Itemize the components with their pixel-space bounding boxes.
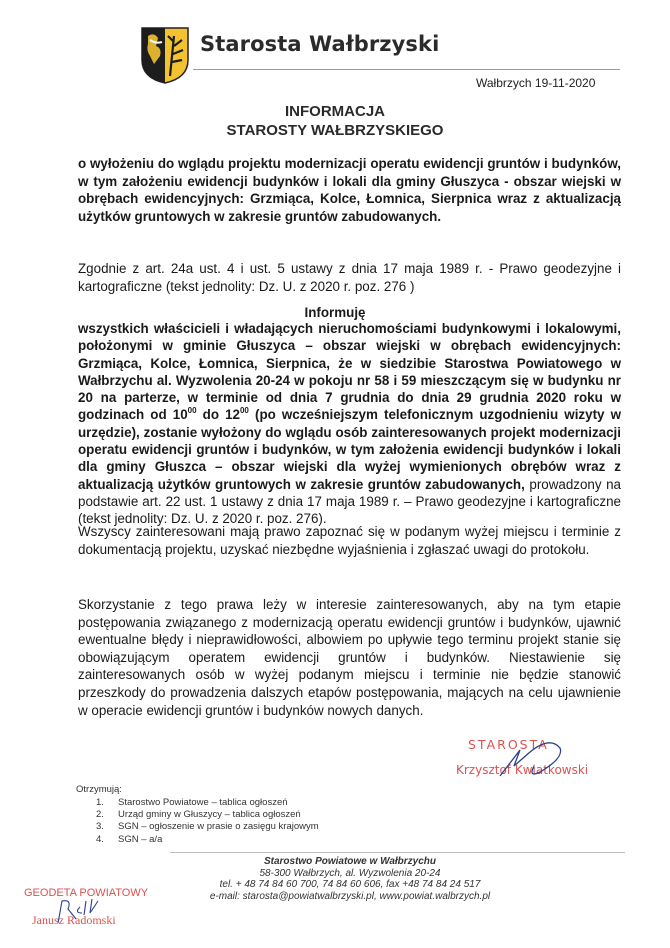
- brand-title: Starosta Wałbrzyski: [200, 32, 440, 56]
- footer-office-name: Starostwo Powiatowe w Wałbrzychu: [263, 856, 437, 867]
- recipient-item: 1. Starostwo Powiatowe – tablica ogłoszeń: [96, 797, 288, 808]
- recipients-list: [96, 797, 319, 846]
- handwritten-signature-icon: [490, 742, 590, 782]
- main-text-part2: do 12: [196, 407, 240, 423]
- footer-contact: [150, 856, 550, 902]
- recipients-label: Otrzymują:: [76, 784, 122, 795]
- main-text-part3: (po wcześniejszym telefonicznym uzgodnieniu wizyty w urzędzie), zostanie wyłożony do wglądu osób zainteresowanych projekt modernizacji operatu ewidencji gruntów i budynków, w tym założenia ewidencji budynków i lokali dla gminy Głuszca – obszar wiejski dla wyżej wymienionych obrębów wraz z aktualizacją użytków gruntowych w zakresie gruntów zabudowanych,: [78, 407, 621, 492]
- rights-paragraph: Wszyscy zainteresowani mają prawo zapoznać się w podanym wyżej miejscu i terminie z dokumentacją projektu, uzyskać niezbędne wyjaśnienia i zgłaszać uwagi do protokołu.: [78, 524, 621, 557]
- time-to-superscript: 00: [239, 406, 249, 416]
- recipient-item: 4. SGN – a/a: [96, 833, 163, 845]
- informuje-heading: Informuję: [304, 305, 366, 320]
- footer-divider: [170, 852, 625, 853]
- main-text-part1: wszystkich właścicieli i władających nieruchomościami budynkowymi i lokalowymi, położonymi w gminie Głuszyca – obszar wiejski w obrębach ewidencyjnych: Grzmiąca, Kolce, Łomnica, Sierpnica, że w siedzibie Starostwa Powiatowego w Wałbrzychu al. Wyzwolenia 20-24 w pokoju nr 58 i 59 mieszczącym się w budynku nr 20 na parterze, w terminie od dnia 7 grudnia do dnia 29 grudnia 2020 roku w godzinach od 10: [78, 321, 621, 423]
- legal-basis-paragraph: Zgodnie z art. 24a ust. 4 i ust. 5 ustawy z dnia 17 maja 1989 r. - Prawo geodezyjne i kartograficzne (tekst jednolity: Dz. U. z 2020 r. poz. 276 ): [78, 261, 621, 294]
- main-text-part4: prowadzony na podstawie art. 22 ust. 1 ustawy z dnia 17 maja 1989 r. – Prawo geodezyjne i kartograficzne (tekst jednolity: Dz. U. z 2020 r. poz. 276).: [78, 476, 621, 527]
- intro-paragraph: o wyłożeniu do wglądu projektu modernizacji operatu ewidencji gruntów i budynków, w tym założeniu ewidencji budynków i lokali dla gminy Głuszyca - obszar wiejski w obrębach ewidencyjnych: Grzmiąca, Kolce, Łomnica, Sierpnica wraz z aktualizacją użytków gruntowych w zakresie gruntów zabudowanych.: [78, 156, 621, 224]
- footer-email-web: e-mail: starosta@powiatwalbrzyski.pl, www.powiat.walbrzych.pl: [209, 890, 491, 902]
- coat-of-arms-icon: [140, 26, 190, 84]
- document-title: INFORMACJA: [285, 103, 385, 120]
- signature-stamp-title: STAROSTA: [468, 737, 549, 752]
- geodeta-stamp-name: Janusz Radomski: [32, 913, 116, 927]
- signature-stamp-name: Krzysztof Kwiatkowski: [456, 763, 589, 777]
- document-date: Wałbrzych 19-11-2020: [476, 76, 596, 90]
- footer-phones: tel. + 48 74 84 60 700, 74 84 60 606, fax +48 74 84 24 517: [219, 879, 481, 890]
- geodeta-stamp-title: GEODETA POWIATOWY: [24, 887, 149, 899]
- document-subtitle: STAROSTY WAŁBRZYSKIEGO: [226, 122, 444, 139]
- footer-address: 58-300 Wałbrzych, al. Wyzwolenia 20-24: [259, 867, 441, 879]
- header-divider: [193, 69, 620, 70]
- usage-paragraph: Skorzystanie z tego prawa leży w interesie zainteresowanych, aby na tym etapie postępowania związanego z modernizacją operatu ewidencji gruntów i budynków, ujawnić ewentualne błędy i nieprawidłowości, albowiem po upływie tego terminu projekt stanie się obowiązującym operatem ewidencji gruntów i budynków. Niestawienie się zainteresowanych osób w wyżej podanym miejscu i terminie nie będzie stanowić przeszkody do prowadzenia dalszych etapów postępowania, mających na celu ujawnienie w operacie ewidencji gruntów i budynków nowych danych.: [78, 597, 621, 718]
- main-paragraph: [78, 320, 621, 528]
- recipient-item: 3. SGN – ogłoszenie w prasie o zasięgu krajowym: [96, 821, 319, 833]
- time-from-superscript: 00: [187, 406, 197, 416]
- recipient-item: 2. Urząd gminy w Głuszycy – tablica ogłoszeń: [96, 809, 301, 821]
